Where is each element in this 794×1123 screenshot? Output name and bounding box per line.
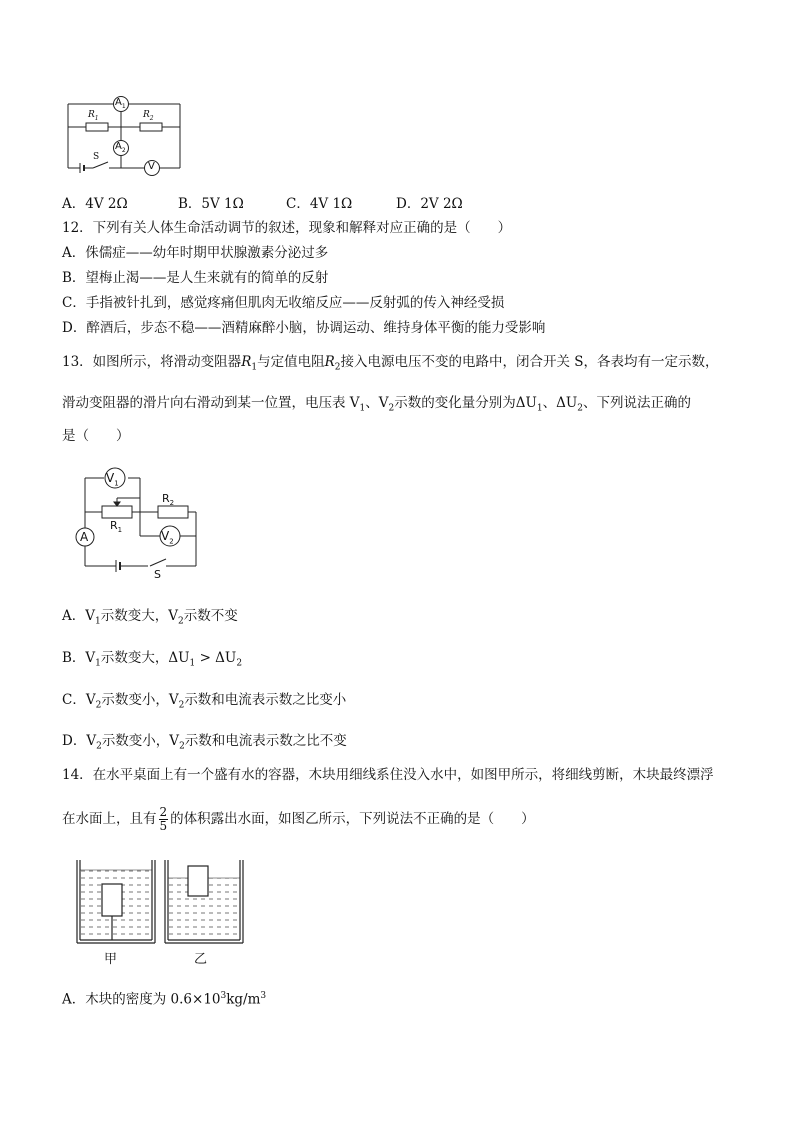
resistor-r2-label: $R_2$ <box>162 492 175 508</box>
q13-stem-line1: 13．如图所示，将滑动变阻器$R_1$与定值电阻$R_2$接入电源电压不变的电路中，闭合开关 S，各表均有一定示数， <box>62 354 719 373</box>
q12-stem: 12．下列有关人体生命活动调节的叙述，现象和解释对应正确的是（ ） <box>62 220 512 236</box>
q12-option-b: B．望梅止渴——是人生来就有的简单的反射 <box>62 270 329 286</box>
voltmeter-v2-label: $V_2$ <box>161 529 174 546</box>
q11-option-d: D．2V 2Ω <box>396 196 463 212</box>
q12-option-a: A．侏儒症——幼年时期甲状腺激素分泌过多 <box>62 245 329 261</box>
ammeter-a-label: A <box>80 530 89 544</box>
figure-label-yi: 乙 <box>194 952 208 967</box>
q13-option-d: D．$V_2$示数变小，$V_2$示数和电流表示数之比不变 <box>62 733 347 752</box>
q13-stem-line3: 是（ ） <box>62 428 130 444</box>
resistor-r1-label: $R_1$ <box>88 110 99 122</box>
resistor-r1-label: $R_1$ <box>110 519 123 535</box>
q11-option-b: B．5V 1Ω <box>178 196 244 212</box>
q13-option-c: C．$V_2$示数变小，$V_2$示数和电流表示数之比变小 <box>62 692 347 711</box>
voltmeter-v-label: V <box>148 161 155 172</box>
fraction-two-fifths: $\frac{2}{5}$ <box>159 805 168 833</box>
switch-s-label: S <box>154 568 161 581</box>
q12-option-c: C．手指被针扎到，感觉疼痛但肌肉无收缩反应——反射弧的传入神经受损 <box>62 295 505 311</box>
switch-s-label: S <box>93 152 100 162</box>
q13-stem-line2: 滑动变阻器的滑片向右滑动到某一位置，电压表 $V_1$、$V_2$示数的变化量分别为$\Delta U_1$、$\Delta U_2$、下列说法正确的 <box>62 395 692 414</box>
q12-option-d: D．醉酒后，步态不稳——酒精麻醉小脑，协调运动、维持身体平衡的能力受影响 <box>62 320 546 336</box>
ammeter-a2-label: $A_2$ <box>115 141 126 154</box>
figure-label-jia: 甲 <box>104 952 118 967</box>
q13-option-a: A．$V_1$示数变大，$V_2$示数不变 <box>62 608 238 627</box>
q14-option-a: A．木块的密度为 $0.6\times 10^3kg/m^3$ <box>62 991 267 1008</box>
q13-option-b: B．$V_1$示数变大，$\Delta U_1 > \Delta U_2$ <box>62 650 243 669</box>
ammeter-a1-label: $A_1$ <box>115 97 126 110</box>
resistor-r2-label: $R_2$ <box>143 110 154 122</box>
q11-option-a: A．4V 2Ω <box>62 196 128 212</box>
q11-option-c: C．4V 1Ω <box>286 196 353 212</box>
q14-stem-line1: 14．在水平桌面上有一个盛有水的容器，木块用细线系住没入水中，如图甲所示，将细线剪断，木块最终漂浮 <box>62 767 714 783</box>
q14-stem-line2: 在水面上，且有 $\frac{2}{5}$ 的体积露出水面，如图乙所示，下列说法不正确的是（ ） <box>62 805 535 833</box>
voltmeter-v1-label: $V_1$ <box>106 471 119 488</box>
